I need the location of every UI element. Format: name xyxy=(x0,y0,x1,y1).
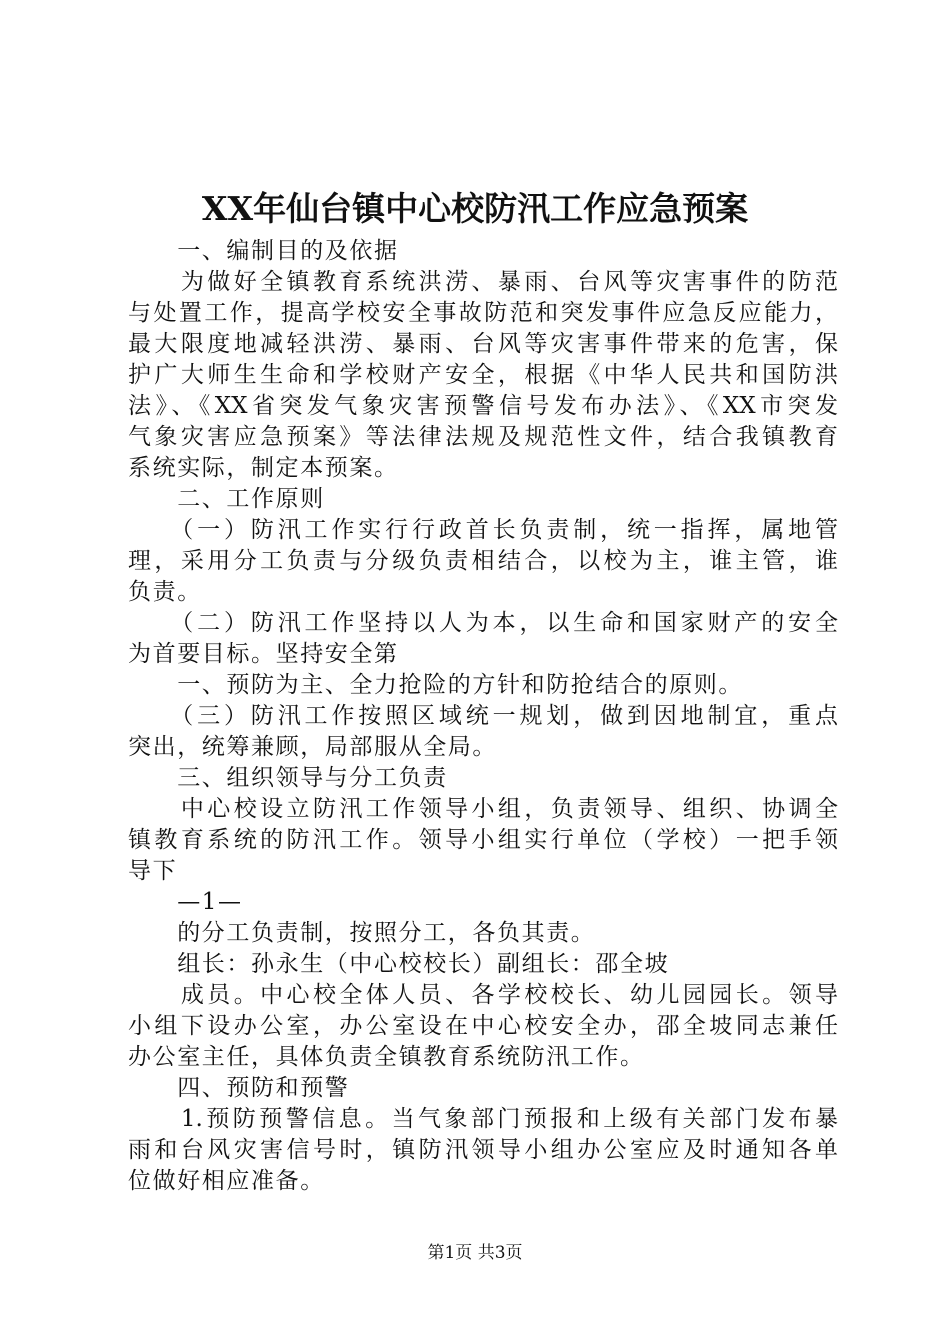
paragraph-line: 理，采用分工负责与分级负责相结合，以校为主，谁主管，谁 xyxy=(128,548,838,574)
paragraph-line: 气象灾害应急预案》等法律法规及规范性文件，结合我镇教育 xyxy=(128,424,838,450)
section-heading: 一、编制目的及依据 xyxy=(128,238,399,264)
paragraph-line: 系统实际，制定本预案。 xyxy=(128,455,399,481)
paragraph-line: 组长：孙永生（中心校校长）副组长：邵全坡 xyxy=(128,951,670,977)
paragraph-line: 导下 xyxy=(128,858,178,884)
paragraph-line: 雨和台风灾害信号时，镇防汛领导小组办公室应及时通知各单 xyxy=(128,1137,838,1163)
paragraph-line: 中心校设立防汛工作领导小组，负责领导、组织、协调全 xyxy=(128,796,838,822)
paragraph-line: 1.预防预警信息。当气象部门预报和上级有关部门发布暴 xyxy=(128,1106,838,1132)
paragraph-line: 办公室主任，具体负责全镇教育系统防汛工作。 xyxy=(128,1044,645,1070)
document-body xyxy=(128,236,838,1197)
paragraph-line: 法》、《XX省突发气象灾害预警信号发布办法》、《XX市突发 xyxy=(128,393,838,419)
section-heading: 三、组织领导与分工负责 xyxy=(128,765,448,791)
paragraph-line: 负责。 xyxy=(128,579,202,605)
paragraph-line: 与处置工作，提高学校安全事故防范和突发事件应急反应能力， xyxy=(128,300,838,326)
paragraph-line: （一）防汛工作实行行政首长负责制，统一指挥，属地管 xyxy=(128,517,838,543)
section-heading: 二、工作原则 xyxy=(128,486,325,512)
paragraph-line: 最大限度地减轻洪涝、暴雨、台风等灾害事件带来的危害，保 xyxy=(128,331,838,357)
page-footer: 第1页 共3页 xyxy=(427,1243,523,1263)
paragraph-line: （三）防汛工作按照区域统一规划，做到因地制宜，重点 xyxy=(128,703,838,729)
paragraph-line: 为做好全镇教育系统洪涝、暴雨、台风等灾害事件的防范 xyxy=(128,269,838,295)
paragraph-line: 突出，统筹兼顾，局部服从全局。 xyxy=(128,734,497,760)
paragraph-line: 位做好相应准备。 xyxy=(128,1168,325,1194)
paragraph-line: 的分工负责制，按照分工，各负其责。 xyxy=(128,920,596,946)
paragraph-line: 小组下设办公室，办公室设在中心校安全办，邵全坡同志兼任 xyxy=(128,1013,838,1039)
paragraph-line: 护广大师生生命和学校财产安全，根据《中华人民共和国防洪 xyxy=(128,362,838,388)
paragraph-line: 一、预防为主、全力抢险的方针和防抢结合的原则。 xyxy=(128,672,743,698)
paragraph-line: 成员。中心校全体人员、各学校校长、幼儿园园长。领导 xyxy=(128,982,838,1008)
section-heading: 四、预防和预警 xyxy=(128,1075,350,1101)
paragraph-line: 镇教育系统的防汛工作。领导小组实行单位（学校）一把手领 xyxy=(128,827,838,853)
document-title: XX年仙台镇中心校防汛工作应急预案 xyxy=(201,189,749,228)
paragraph-line: （二）防汛工作坚持以人为本，以生命和国家财产的安全 xyxy=(128,610,838,636)
paragraph-line: 为首要目标。坚持安全第 xyxy=(128,641,399,667)
inline-page-marker: —1— xyxy=(128,889,243,915)
